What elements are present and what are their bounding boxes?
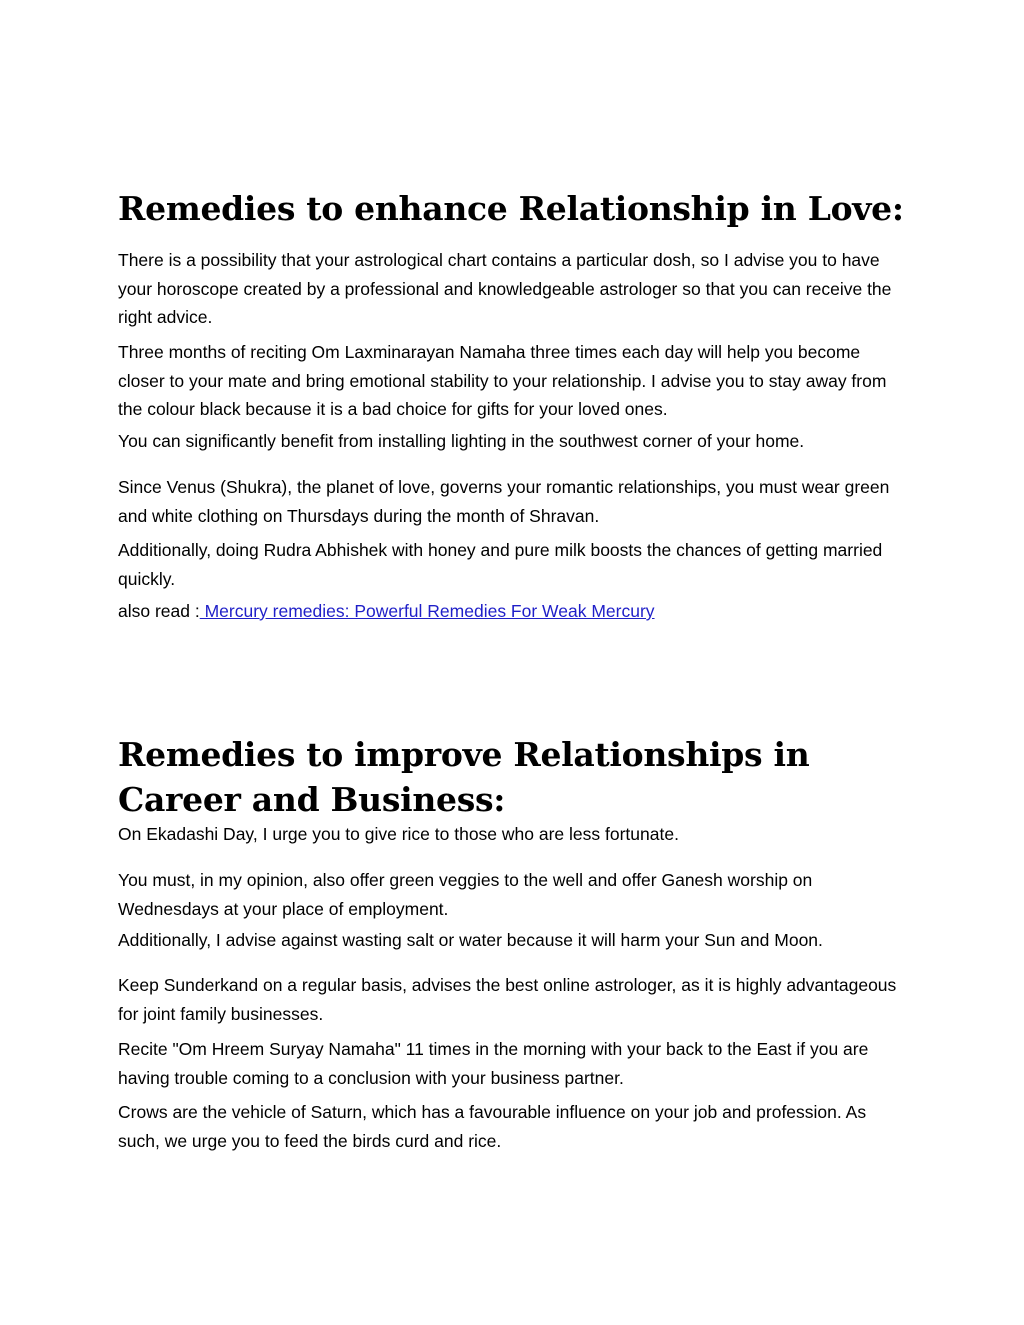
career-paragraph-ekadashi: On Ekadashi Day, I urge you to give rice to those who are less fortunate.: [118, 824, 679, 844]
career-paragraph-sunderkand: Keep Sunderkand on a regular basis, advises the best online astrologer, as it is highly advantageous for joint family businesses.: [118, 975, 897, 1024]
also-read-line: [118, 597, 655, 626]
career-paragraph-salt-water: Additionally, I advise against wasting salt or water because it will harm your Sun and Moon.: [118, 930, 823, 950]
career-paragraph-ganesh: You must, in my opinion, also offer green veggies to the well and offer Ganesh worship on Wednesdays at your place of employment.: [118, 870, 813, 919]
love-paragraph-mantra: Three months of reciting Om Laxminarayan Namaha three times each day will help you become closer to your mate and bring emotional stability to your relationship. I advise you to stay away from the colour black because it is a bad choice for gifts for your loved ones.: [118, 342, 887, 419]
career-paragraph-surya-mantra: Recite "Om Hreem Suryay Namaha" 11 times in the morning with your back to the East if you are having trouble coming to a conclusion with your business partner.: [118, 1039, 869, 1088]
career-remedies-heading: Remedies to improve Relationships in Career and Business:: [118, 735, 810, 819]
career-paragraph-crows: Crows are the vehicle of Saturn, which has a favourable influence on your job and profession. As such, we urge you to feed the birds curd and rice.: [118, 1102, 867, 1151]
love-paragraph-rudra-abhishek: Additionally, doing Rudra Abhishek with honey and pure milk boosts the chances of getting married quickly.: [118, 540, 883, 589]
mercury-remedies-link[interactable]: Mercury remedies: Powerful Remedies For Weak Mercury: [199, 601, 655, 621]
love-remedies-heading: Remedies to enhance Relationship in Love:: [118, 189, 904, 228]
love-paragraph-venus: Since Venus (Shukra), the planet of love, governs your romantic relationships, you must wear green and white clothing on Thursdays during the month of Shravan.: [118, 477, 890, 526]
love-paragraph-lighting: You can significantly benefit from installing lighting in the southwest corner of your home.: [118, 431, 805, 451]
love-paragraph-horoscope: There is a possibility that your astrological chart contains a particular dosh, so I advise you to have your horoscope created by a professional and knowledgeable astrologer so that you can receive the right advice.: [118, 250, 892, 327]
also-read-label: also read :: [118, 601, 200, 621]
